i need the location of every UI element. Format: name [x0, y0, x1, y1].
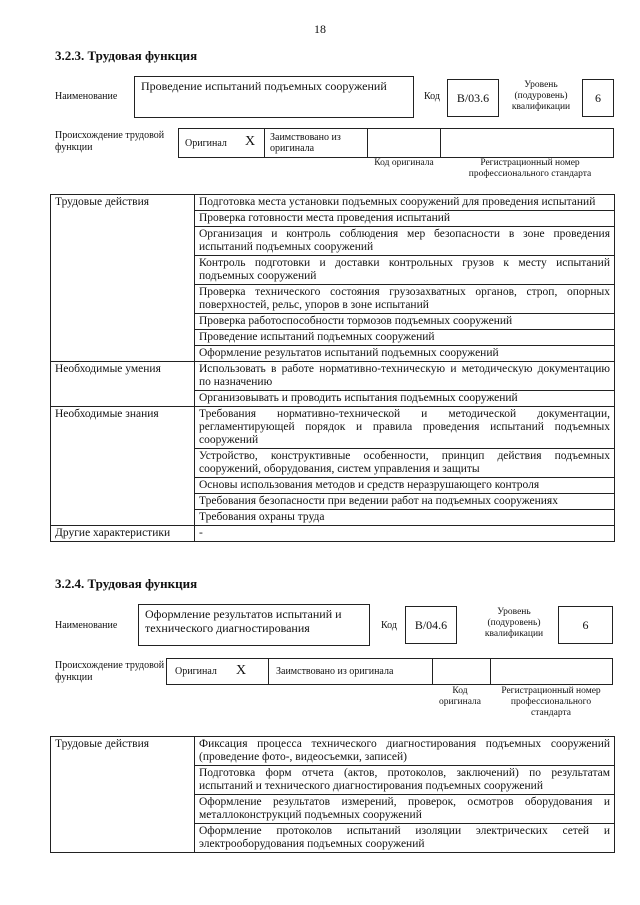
original-mark-323: X	[245, 134, 256, 149]
code-original-label-323: Код оригинала	[374, 158, 434, 168]
table-cell: Проверка работоспособности тормозов подъемных сооружений	[195, 314, 615, 330]
code-original-label-324: Код оригинала	[439, 686, 481, 707]
code-label-323: Код	[424, 91, 440, 102]
table-cell: Требования безопасности при ведении работ на подъемных сооружениях	[195, 494, 615, 510]
table-cell: Подготовка форм отчета (актов, протоколов, заключений) по результатам испытаний и технического диагностирования подъемных сооружений	[195, 766, 615, 795]
table-cell: Проверка готовности места проведения испытаний	[195, 211, 615, 227]
table-cell: Использовать в работе нормативно-техническую и методическую документацию по назначению	[195, 362, 615, 391]
reg-number-label-323: Регистрационный номер профессионального стандарта	[468, 158, 592, 179]
original-label-324: Оригинал	[175, 666, 217, 677]
name-label-324: Наименование	[55, 620, 118, 631]
table-row	[51, 526, 615, 542]
function-name-323: Проведение испытаний подъемных сооружений	[134, 76, 414, 118]
table-row	[51, 195, 615, 211]
borrowed-label-323: Заимствовано из оригинала	[270, 132, 341, 154]
table-cell: Требования охраны труда	[195, 510, 615, 526]
original-mark-324: X	[236, 663, 247, 678]
table-cell: Подготовка места установки подъемных сооружений для проведения испытаний	[195, 195, 615, 211]
function-code-323: B/03.6	[447, 79, 499, 117]
table-cell: Фиксация процесса технического диагностирования подъемных сооружений (проведение фото-, видеосъемки, записей)	[195, 737, 615, 766]
category-label: Трудовые действия	[51, 195, 195, 362]
level-label-323: Уровень (подуровень) квалификации	[511, 80, 571, 112]
table-row	[51, 362, 615, 391]
origin-divider	[367, 128, 368, 158]
origin-divider	[440, 128, 441, 158]
table-cell: Проведение испытаний подъемных сооружений	[195, 330, 615, 346]
origin-label-323: Происхождение трудовой функции	[55, 130, 165, 153]
table-cell: Проверка технического состояния грузозахватных органов, строп, опорных поверхностей, рельс, упоров в зоне испытаний	[195, 285, 615, 314]
table-cell: -	[195, 526, 615, 542]
origin-divider	[268, 658, 269, 685]
section-heading-323: 3.2.3. Трудовая функция	[55, 48, 198, 63]
borrowed-label-324: Заимствовано из оригинала	[276, 666, 394, 677]
function-code-324: B/04.6	[405, 606, 457, 644]
table-cell: Организовывать и проводить испытания подъемных сооружений	[195, 391, 615, 407]
table-row	[51, 737, 615, 766]
category-label: Необходимые знания	[51, 407, 195, 526]
table-cell: Оформление протоколов испытаний изоляции электрических сетей и электрооборудования подъемных сооружений	[195, 824, 615, 853]
code-label-324: Код	[381, 620, 397, 631]
table-cell: Контроль подготовки и доставки контрольных грузов к месту испытаний подъемных сооружений	[195, 256, 615, 285]
table-cell: Требования нормативно-технической и методической документации, регламентирующей порядок и правила проведения испытаний подъемных сооружений	[195, 407, 615, 449]
reg-number-label-324: Регистрационный номер профессионального стандарта	[501, 686, 601, 718]
origin-divider	[264, 128, 265, 158]
table-cell: Оформление результатов измерений, проверок, осмотров оборудования и металлоконструкций подъемных сооружений	[195, 795, 615, 824]
function-table-324	[50, 736, 615, 853]
origin-divider	[490, 658, 491, 685]
category-label: Необходимые умения	[51, 362, 195, 407]
page-number: 18	[314, 22, 326, 36]
section-heading-324: 3.2.4. Трудовая функция	[55, 576, 198, 591]
origin-row-323	[178, 128, 614, 158]
qualification-level-324: 6	[558, 606, 613, 644]
category-label: Трудовые действия	[51, 737, 195, 853]
table-row	[51, 407, 615, 449]
origin-label-324: Происхождение трудовой функции	[55, 660, 165, 683]
level-label-324: Уровень (подуровень) квалификации	[484, 607, 544, 639]
origin-divider	[432, 658, 433, 685]
function-name-324: Оформление результатов испытаний и технического диагностирования	[138, 604, 370, 646]
original-label-323: Оригинал	[185, 137, 227, 149]
table-cell: Основы использования методов и средств неразрушающего контроля	[195, 478, 615, 494]
table-cell: Организация и контроль соблюдения мер безопасности в зоне проведения испытаний подъемных сооружений	[195, 227, 615, 256]
function-table-323	[50, 194, 615, 542]
qualification-level-323: 6	[582, 79, 614, 117]
name-label-323: Наименование	[55, 91, 118, 102]
category-label: Другие характеристики	[51, 526, 195, 542]
table-cell: Устройство, конструктивные особенности, принцип действия подъемных сооружений, оборудования, систем управления и защиты	[195, 449, 615, 478]
table-cell: Оформление результатов испытаний подъемных сооружений	[195, 346, 615, 362]
